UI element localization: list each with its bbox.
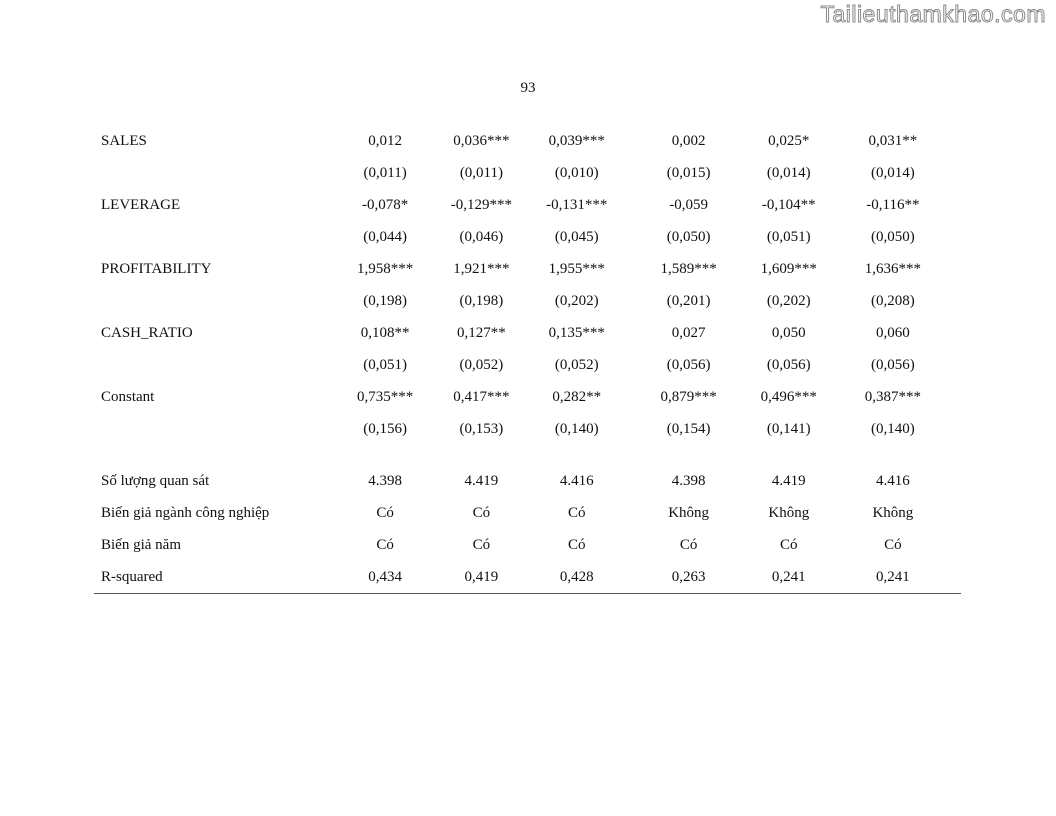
table-row-std-error [94, 221, 961, 253]
table-cell: (0,010) [554, 165, 599, 181]
table-cell: (0,044) [363, 229, 407, 245]
table-cell: 1,609*** [760, 261, 817, 277]
table-cell: 4.416 [876, 473, 910, 489]
table-cell: (0,052) [554, 357, 599, 373]
table-cell: (0,046) [459, 229, 504, 245]
row-label: Biến giả ngành công nghiệp [101, 505, 270, 521]
table-row [94, 381, 961, 413]
table-cell: Có [567, 537, 586, 553]
row-label [94, 413, 334, 445]
row-label: SALES [101, 133, 147, 149]
table-cell: 0,419 [464, 569, 499, 585]
row-label [94, 349, 334, 381]
table-cell: (0,051) [766, 229, 811, 245]
table-cell: -0,078* [361, 197, 409, 213]
table-cell: 0,036*** [453, 133, 510, 149]
table-cell: (0,140) [554, 421, 599, 437]
table-cell: (0,056) [766, 357, 811, 373]
table-cell: 0,735*** [356, 389, 414, 405]
table-row [94, 529, 961, 561]
row-label: PROFITABILITY [101, 261, 212, 277]
row-label [94, 285, 334, 317]
table-cell: Có [884, 537, 902, 553]
table-row [94, 497, 961, 529]
table-cell: 0,127** [457, 325, 506, 341]
table-cell: 0,417*** [453, 389, 510, 405]
table-row-std-error [94, 157, 961, 189]
table-cell: Có [780, 537, 798, 553]
table-cell: (0,208) [871, 293, 915, 309]
table-cell: (0,052) [459, 357, 504, 373]
table-cell: 0,027 [671, 325, 706, 341]
table-cell: 1,921*** [453, 261, 510, 277]
table-cell: Không [668, 505, 710, 521]
table-row [94, 253, 961, 285]
table-cell: 0,031** [868, 133, 918, 149]
table-cell: 1,958*** [356, 261, 414, 277]
page-number: 93 [520, 80, 536, 96]
table-cell: Không [768, 505, 810, 521]
table-cell: Có [472, 505, 491, 521]
table-cell: (0,014) [871, 165, 915, 181]
table-cell: 4.398 [368, 473, 402, 489]
table-cell: 0,012 [368, 133, 402, 149]
table-cell: (0,015) [666, 165, 711, 181]
row-label: Số lượng quan sát [101, 473, 210, 489]
regression-table [94, 125, 961, 594]
table-cell: Có [376, 505, 394, 521]
table-cell: (0,140) [871, 421, 915, 437]
table-cell: 0,039*** [548, 133, 605, 149]
table-cell: (0,202) [766, 293, 811, 309]
table-cell: (0,056) [871, 357, 915, 373]
row-label: R-squared [101, 569, 163, 585]
table-cell: Không [872, 505, 914, 521]
table-cell: (0,011) [363, 165, 407, 181]
table-cell: (0,154) [666, 421, 711, 437]
table-cell: 0,241 [771, 569, 806, 585]
watermark-logo: Tailieuthamkhao.com [820, 1, 1046, 27]
table-cell: Có [567, 505, 586, 521]
table-cell: (0,198) [459, 293, 504, 309]
table-cell: 0,387*** [864, 389, 922, 405]
table-cell: 0,434 [368, 569, 402, 585]
table-cell: Có [679, 537, 698, 553]
table-cell: (0,153) [459, 421, 504, 437]
row-label: LEVERAGE [101, 197, 181, 213]
table-cell: -0,131*** [546, 197, 608, 213]
table-cell: -0,059 [669, 197, 708, 213]
table-cell: (0,050) [871, 229, 915, 245]
table-cell: 0,135*** [548, 325, 605, 341]
table-row [94, 125, 961, 157]
table-cell: 0,108** [360, 325, 410, 341]
row-label: Biến giả năm [101, 537, 181, 553]
table-cell: (0,202) [554, 293, 599, 309]
table-cell: 4.419 [771, 473, 806, 489]
table-cell: 0,496*** [760, 389, 817, 405]
table-cell: 4.419 [464, 473, 499, 489]
table-cell: -0,116** [866, 197, 920, 213]
table-cell: (0,045) [554, 229, 599, 245]
table-cell: 1,636*** [864, 261, 922, 277]
table-cell: 4.398 [671, 473, 706, 489]
table-cell: 0,282** [552, 389, 602, 405]
table-cell: (0,198) [363, 293, 407, 309]
table-cell: 1,589*** [660, 261, 717, 277]
table-cell: (0,056) [666, 357, 711, 373]
table-cell: 4.416 [559, 473, 594, 489]
table-cell: Có [472, 537, 491, 553]
row-label: Constant [101, 389, 155, 405]
table-cell: 0,050 [771, 325, 806, 341]
table-cell: -0,104** [761, 197, 816, 213]
row-label [94, 157, 334, 189]
table-cell: (0,011) [459, 165, 503, 181]
table-cell: -0,129*** [450, 197, 513, 213]
table-row [94, 317, 961, 349]
row-label: CASH_RATIO [101, 325, 193, 341]
table-row-std-error [94, 349, 961, 381]
table-cell: 0,879*** [660, 389, 717, 405]
table-row [94, 561, 961, 593]
table-cell: (0,051) [363, 357, 407, 373]
table-cell: 0,002 [671, 133, 706, 149]
table-cell: (0,050) [666, 229, 711, 245]
table-cell: (0,201) [666, 293, 711, 309]
table-cell: 0,060 [876, 325, 910, 341]
table-cell: (0,156) [363, 421, 407, 437]
table-cell: 0,025* [768, 133, 810, 149]
table-cell: 1,955*** [548, 261, 605, 277]
table-row-std-error [94, 285, 961, 317]
table-cell: Có [376, 537, 394, 553]
row-label [94, 221, 334, 253]
table-row [94, 189, 961, 221]
table-cell: 0,263 [671, 569, 706, 585]
table-cell: 0,241 [876, 569, 910, 585]
table-spacer [94, 445, 961, 465]
table-row [94, 465, 961, 497]
table-row-std-error [94, 413, 961, 445]
table-cell: (0,141) [766, 421, 811, 437]
table-cell: 0,428 [559, 569, 594, 585]
table-cell: (0,014) [766, 165, 811, 181]
